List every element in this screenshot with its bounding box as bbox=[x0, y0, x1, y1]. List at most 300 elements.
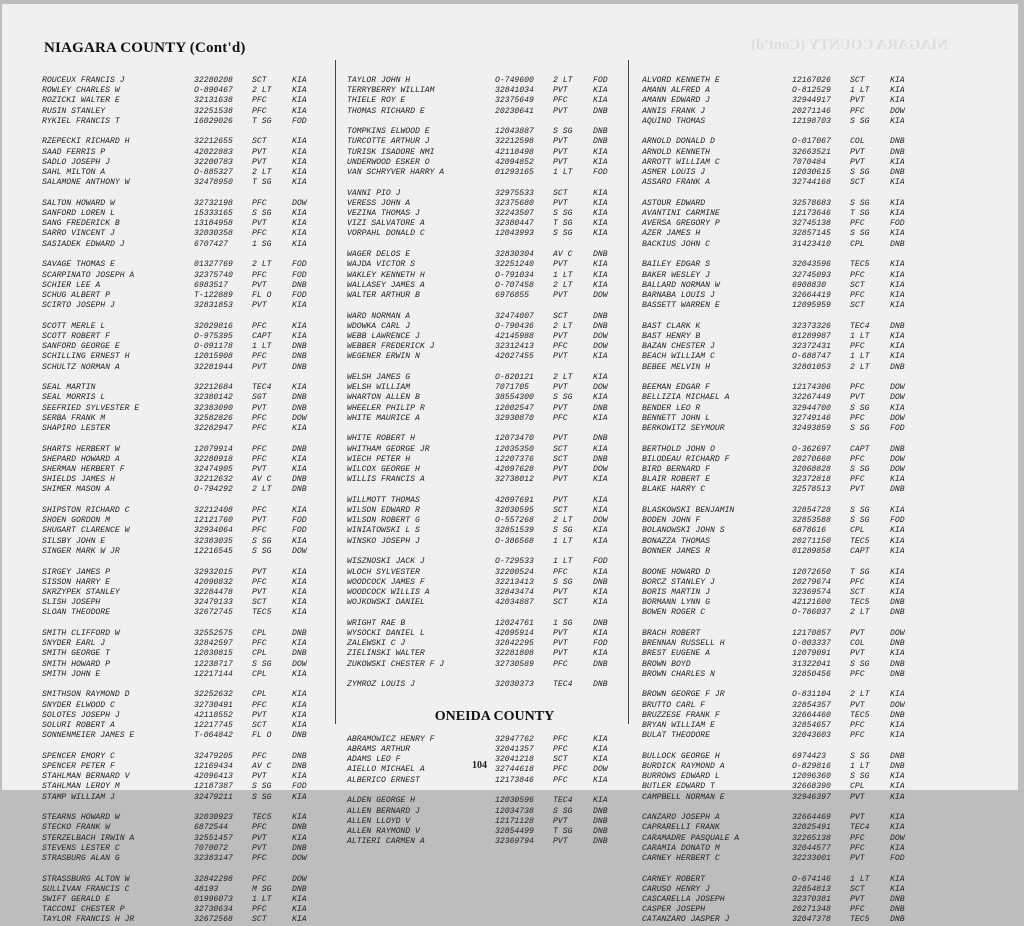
entry-serial: 42034887 bbox=[495, 598, 534, 608]
entry-name: SNYDER ELWOOD C bbox=[42, 700, 115, 710]
entry-rank: TEC5 bbox=[850, 536, 870, 546]
entry-serial: 32842295 bbox=[495, 639, 534, 649]
entry-name: SKRZYPEK STANLEY bbox=[42, 587, 120, 597]
entry-name: STAHLMAN LEROY M bbox=[42, 782, 120, 792]
entry-group bbox=[42, 445, 332, 496]
entry-rank: CPL bbox=[850, 526, 865, 536]
entry-name: TAYLOR JOHN H bbox=[347, 76, 411, 85]
entry-serial: 16029026 bbox=[194, 116, 233, 126]
casualty-entry bbox=[642, 96, 932, 106]
entry-name: WDOWKA CARL J bbox=[347, 321, 411, 331]
entry-status: KIA bbox=[292, 700, 307, 710]
entry-rank: SCT bbox=[850, 178, 865, 188]
casualty-entry bbox=[347, 127, 632, 137]
casualty-entry bbox=[642, 670, 932, 680]
entry-name: BRYAN WILLIAM E bbox=[642, 720, 715, 730]
casualty-entry bbox=[642, 76, 932, 86]
entry-group bbox=[42, 568, 332, 619]
entry-name: WELSH JAMES G bbox=[347, 373, 411, 382]
entry-status: KIA bbox=[292, 331, 307, 341]
entry-status: FOD bbox=[292, 116, 307, 126]
entry-serial: 32578683 bbox=[792, 198, 831, 208]
casualty-entry bbox=[642, 598, 932, 608]
entry-serial: 20270660 bbox=[792, 454, 831, 464]
entry-status: KIA bbox=[593, 188, 608, 198]
casualty-entry bbox=[347, 393, 632, 403]
entry-status: KIA bbox=[890, 198, 905, 208]
entry-status: KIA bbox=[292, 96, 307, 106]
casualty-entry bbox=[347, 765, 632, 775]
entry-serial: 32380447 bbox=[495, 219, 534, 229]
casualty-entry bbox=[347, 568, 632, 578]
entry-status: DNB bbox=[890, 168, 905, 177]
casualty-entry bbox=[347, 629, 632, 639]
entry-name: WARD NORMAN A bbox=[347, 311, 411, 321]
entry-group bbox=[42, 813, 332, 864]
casualty-entry bbox=[642, 711, 932, 721]
entry-name: ARROTT WILLIAM C bbox=[642, 157, 720, 167]
entry-name: SAVAGE THOMAS E bbox=[42, 260, 115, 270]
entry-name: BENNETT JOHN L bbox=[642, 413, 710, 423]
entry-serial: O-829816 bbox=[792, 762, 831, 771]
entry-serial: 01996073 bbox=[194, 895, 233, 905]
entry-status: KIA bbox=[890, 843, 905, 853]
entry-rank: S SG bbox=[850, 659, 870, 669]
entry-status: KIA bbox=[593, 775, 608, 785]
entry-serial: 32380142 bbox=[194, 393, 233, 403]
casualty-entry bbox=[42, 885, 332, 895]
entry-name: SCOTT ROBERT F bbox=[42, 331, 110, 341]
entry-serial: 32383035 bbox=[194, 536, 233, 546]
entry-rank: S SG bbox=[850, 751, 870, 761]
entry-name: WHEELER PHILIP R bbox=[347, 403, 425, 413]
entry-status: KIA bbox=[292, 321, 307, 331]
entry-rank: PVT bbox=[252, 219, 267, 229]
entry-status: DNB bbox=[890, 659, 905, 669]
casualty-entry bbox=[42, 649, 332, 659]
entry-rank: SCT bbox=[850, 280, 865, 290]
entry-rank: TEC5 bbox=[850, 915, 870, 925]
casualty-entry bbox=[347, 827, 632, 837]
entry-status: DNB bbox=[292, 393, 307, 403]
entry-status: DOW bbox=[292, 874, 307, 884]
entry-name: BUTLER EDWARD T bbox=[642, 782, 715, 792]
casualty-entry bbox=[642, 107, 932, 117]
entry-rank: SCT bbox=[553, 454, 568, 464]
entry-name: ROWLEY CHARLES W bbox=[42, 86, 120, 96]
casualty-entry bbox=[642, 178, 932, 188]
entry-name: WAGER DELOS E bbox=[347, 250, 411, 260]
entry-status: DOW bbox=[593, 383, 608, 393]
entry-rank: PVT bbox=[553, 352, 568, 362]
entry-rank: PVT bbox=[252, 465, 267, 474]
entry-name: TACCONI CHESTER P bbox=[42, 905, 125, 915]
casualty-entry bbox=[642, 363, 932, 373]
casualty-entry bbox=[347, 229, 632, 239]
casualty-entry bbox=[642, 260, 932, 270]
casualty-entry bbox=[347, 588, 632, 598]
entry-rank: PVT bbox=[252, 147, 267, 157]
casualty-entry bbox=[642, 342, 932, 352]
casualty-entry bbox=[42, 158, 332, 168]
entry-rank: 1 LT bbox=[553, 536, 573, 546]
entry-name: AVANTINI CARMINE bbox=[642, 209, 720, 219]
entry-serial: 32730589 bbox=[495, 659, 534, 669]
entry-rank: PFC bbox=[850, 413, 865, 423]
entry-rank: PFC bbox=[850, 106, 865, 116]
entry-rank: S SG bbox=[850, 772, 870, 782]
entry-name: SOLOTES JOSEPH J bbox=[42, 710, 120, 720]
entry-status: DNB bbox=[890, 147, 905, 157]
entry-serial: O-890467 bbox=[194, 86, 233, 96]
entry-status: KIA bbox=[593, 229, 608, 239]
entry-name: STAHLMAN BERNARD V bbox=[42, 772, 130, 782]
entry-rank: PVT bbox=[252, 403, 267, 413]
entry-serial: 12073470 bbox=[495, 434, 534, 444]
entry-rank: PVT bbox=[850, 157, 865, 167]
entry-rank: PFC bbox=[850, 342, 865, 352]
entry-group bbox=[347, 76, 632, 117]
entry-status: KIA bbox=[890, 342, 905, 352]
entry-serial: T-064842 bbox=[194, 731, 233, 741]
entry-rank: TEC4 bbox=[850, 321, 870, 331]
entry-name: BEACH WILLIAM C bbox=[642, 352, 715, 362]
casualty-entry bbox=[347, 445, 632, 455]
entry-rank: PFC bbox=[252, 198, 267, 208]
casualty-entry bbox=[347, 189, 632, 199]
entry-rank: PFC bbox=[553, 659, 568, 669]
casualty-entry bbox=[642, 383, 932, 393]
entry-name: ARNOLD DONALD D bbox=[642, 137, 715, 147]
casualty-entry bbox=[642, 844, 932, 854]
entry-status: KIA bbox=[593, 413, 608, 423]
entry-rank: S SG bbox=[850, 168, 870, 177]
casualty-entry bbox=[642, 240, 932, 250]
entry-name: SAHL MILTON A bbox=[42, 168, 106, 177]
entry-serial: O-003337 bbox=[792, 639, 831, 649]
entry-status: DNB bbox=[292, 751, 307, 761]
entry-serial: 7070484 bbox=[792, 157, 826, 167]
entry-name: ALBERICO ERNEST bbox=[347, 775, 420, 785]
entry-name: WAKLEY KENNETH H bbox=[347, 270, 425, 280]
entry-serial: 12079091 bbox=[792, 649, 831, 659]
casualty-entry bbox=[42, 844, 332, 854]
entry-serial: 32854813 bbox=[792, 884, 831, 894]
entry-rank: S SG bbox=[553, 229, 573, 239]
entry-group bbox=[347, 250, 632, 301]
entry-rank: CPL bbox=[252, 669, 267, 679]
casualty-entry bbox=[42, 568, 332, 578]
entry-rank: PFC bbox=[850, 577, 865, 587]
casualty-entry bbox=[347, 496, 632, 506]
column-divider bbox=[335, 60, 336, 724]
casualty-entry bbox=[42, 711, 332, 721]
entry-serial: 32730634 bbox=[194, 905, 233, 915]
entry-serial: 48193 bbox=[194, 884, 219, 894]
entry-status: KIA bbox=[890, 874, 905, 884]
casualty-entry bbox=[42, 404, 332, 414]
entry-serial: 32745138 bbox=[792, 219, 831, 229]
entry-rank: S SG bbox=[850, 116, 870, 126]
entry-status: KIA bbox=[292, 106, 307, 116]
entry-name: SHUGART CLARENCE W bbox=[42, 526, 130, 536]
entry-status: FOD bbox=[890, 516, 905, 526]
entry-serial: 32200524 bbox=[495, 567, 534, 577]
entry-rank: T SG bbox=[850, 567, 870, 577]
entry-name: SERBA FRANK M bbox=[42, 413, 106, 423]
entry-name: BULAT THEODORE bbox=[642, 731, 710, 741]
entry-rank: PFC bbox=[850, 270, 865, 280]
entry-name: TURISK ISADORE NMI bbox=[347, 147, 435, 157]
entry-serial: 42094852 bbox=[495, 157, 534, 167]
entry-serial: O-557268 bbox=[495, 516, 534, 526]
casualty-entry bbox=[347, 168, 632, 178]
casualty-entry bbox=[347, 373, 632, 383]
casualty-entry bbox=[642, 291, 932, 301]
entry-serial: 32068828 bbox=[792, 465, 831, 474]
entry-status: DNB bbox=[593, 137, 608, 147]
entry-serial: 32041357 bbox=[495, 745, 534, 755]
entry-rank: SCT bbox=[553, 755, 568, 765]
casualty-entry bbox=[642, 823, 932, 833]
entry-rank: PVT bbox=[252, 843, 267, 853]
entry-status: DOW bbox=[593, 342, 608, 352]
entry-rank: T SG bbox=[553, 219, 573, 229]
casualty-entry bbox=[642, 404, 932, 414]
entry-status: DNB bbox=[292, 352, 307, 362]
page-number: 104 bbox=[472, 760, 487, 771]
entry-status: DNB bbox=[292, 843, 307, 853]
entry-name: CATANZARO JASPER J bbox=[642, 915, 730, 925]
entry-rank: PVT bbox=[252, 710, 267, 720]
entry-name: BRACH ROBERT bbox=[642, 628, 701, 638]
entry-serial: O-017067 bbox=[792, 137, 831, 147]
casualty-entry bbox=[42, 793, 332, 803]
entry-serial: 32280918 bbox=[194, 454, 233, 464]
entry-status: KIA bbox=[593, 567, 608, 577]
entry-name: BAST CLARK K bbox=[642, 321, 701, 331]
entry-name: BEEMAN EDGAR F bbox=[642, 383, 710, 393]
entry-rank: 1 LT bbox=[252, 342, 272, 352]
entry-status: KIA bbox=[593, 745, 608, 755]
casualty-entry bbox=[42, 823, 332, 833]
entry-status: DNB bbox=[593, 321, 608, 331]
entry-rank: S SG bbox=[850, 506, 870, 516]
entry-rank: PVT bbox=[252, 772, 267, 782]
entry-name: BULLOCK GEORGE H bbox=[642, 751, 720, 761]
entry-serial: 32493859 bbox=[792, 423, 831, 433]
entry-status: KIA bbox=[890, 546, 905, 556]
entry-name: WILCOX GEORGE H bbox=[347, 465, 420, 474]
entry-serial: 12169434 bbox=[194, 762, 233, 771]
entry-serial: 32975533 bbox=[495, 188, 534, 198]
casualty-entry bbox=[42, 895, 332, 905]
entry-name: ABRAMS ARTHUR bbox=[347, 745, 411, 755]
entry-rank: S SG bbox=[553, 209, 573, 219]
entry-status: DOW bbox=[593, 465, 608, 474]
entry-name: BURDICK RAYMOND A bbox=[642, 762, 725, 771]
entry-rank: PFC bbox=[850, 843, 865, 853]
entry-name: WISZNOSKI JACK J bbox=[347, 557, 425, 567]
entry-rank: PFC bbox=[850, 669, 865, 679]
entry-name: BELLIZIA MICHAEL A bbox=[642, 393, 730, 403]
casualty-entry bbox=[347, 271, 632, 281]
entry-name: TAYLOR FRANCIS H JR bbox=[42, 915, 135, 925]
entry-status: KIA bbox=[890, 260, 905, 270]
casualty-entry bbox=[642, 424, 932, 434]
entry-serial: 6707427 bbox=[194, 239, 228, 249]
entry-name: CAMPBELL NORMAN E bbox=[642, 792, 725, 802]
casualty-entry bbox=[642, 393, 932, 403]
casualty-entry bbox=[42, 772, 332, 782]
entry-serial: 32282947 bbox=[194, 423, 233, 433]
entry-name: BORIS MARTIN J bbox=[642, 587, 710, 597]
casualty-entry bbox=[347, 796, 632, 806]
entry-status: KIA bbox=[890, 649, 905, 659]
entry-rank: SCT bbox=[252, 137, 267, 147]
casualty-entry bbox=[42, 854, 332, 864]
casualty-entry bbox=[42, 209, 332, 219]
entry-serial: 32375649 bbox=[495, 96, 534, 106]
entry-rank: PFC bbox=[850, 833, 865, 843]
casualty-entry bbox=[347, 219, 632, 229]
entry-serial: 12216545 bbox=[194, 546, 233, 556]
entry-name: SNYDER EARL J bbox=[42, 639, 106, 649]
entry-rank: S SG bbox=[850, 229, 870, 239]
casualty-entry bbox=[347, 755, 632, 765]
entry-status: DNB bbox=[292, 362, 307, 372]
entry-status: DNB bbox=[890, 444, 905, 454]
entry-serial: 32853588 bbox=[792, 516, 831, 526]
casualty-entry bbox=[642, 772, 932, 782]
entry-status: DOW bbox=[890, 383, 905, 393]
casualty-entry bbox=[42, 393, 332, 403]
casualty-entry bbox=[642, 701, 932, 711]
entry-status: DOW bbox=[292, 546, 307, 556]
entry-name: WHITE MAURICE A bbox=[347, 413, 420, 423]
casualty-entry bbox=[42, 813, 332, 823]
entry-serial: O-794292 bbox=[194, 485, 233, 495]
entry-rank: CPL bbox=[252, 690, 267, 700]
casualty-entry bbox=[642, 875, 932, 885]
entry-name: SHIELDS JAMES H bbox=[42, 475, 115, 485]
casualty-entry bbox=[642, 813, 932, 823]
entry-name: WILLIS FRANCIS A bbox=[347, 475, 425, 485]
entry-serial: 12030815 bbox=[194, 649, 233, 659]
entry-status: KIA bbox=[292, 639, 307, 649]
entry-rank: CPL bbox=[252, 628, 267, 638]
entry-status: DNB bbox=[890, 485, 905, 495]
casualty-entry bbox=[347, 86, 632, 96]
entry-status: KIA bbox=[292, 690, 307, 700]
casualty-entry bbox=[642, 834, 932, 844]
casualty-entry bbox=[347, 148, 632, 158]
entry-rank: M SG bbox=[252, 884, 272, 894]
entry-rank: 1 LT bbox=[553, 270, 573, 280]
entry-serial: O-786037 bbox=[792, 608, 831, 618]
entry-serial: O-688747 bbox=[792, 352, 831, 362]
entry-name: BRUTTO CARL F bbox=[642, 700, 706, 710]
entry-status: DNB bbox=[292, 403, 307, 413]
entry-name: BASSETT WARREN E bbox=[642, 301, 720, 311]
entry-serial: O-362697 bbox=[792, 444, 831, 454]
casualty-entry bbox=[42, 701, 332, 711]
entry-group bbox=[642, 690, 932, 741]
entry-rank: 2 LT bbox=[252, 86, 272, 96]
entry-name: CARAMIA DONATO M bbox=[642, 843, 720, 853]
entry-serial: 12217144 bbox=[194, 669, 233, 679]
casualty-entry bbox=[347, 735, 632, 745]
entry-rank: S SG bbox=[850, 423, 870, 433]
entry-status: KIA bbox=[593, 209, 608, 219]
casualty-entry bbox=[42, 578, 332, 588]
entry-rank: PVT bbox=[252, 157, 267, 167]
entry-serial: 6872544 bbox=[194, 823, 228, 833]
entry-status: KIA bbox=[292, 536, 307, 546]
entry-name: SCARPINATO JOSEPH A bbox=[42, 270, 135, 280]
entry-name: STEARNS HOWARD W bbox=[42, 813, 120, 823]
casualty-entry bbox=[42, 148, 332, 158]
casualty-entry bbox=[642, 608, 932, 618]
entry-group bbox=[42, 383, 332, 434]
entry-name: ROUCEUX FRANCIS J bbox=[42, 76, 125, 85]
entry-serial: 12035350 bbox=[495, 444, 534, 454]
entry-rank: T SG bbox=[850, 209, 870, 219]
entry-serial: 01327769 bbox=[194, 260, 233, 270]
entry-status: DNB bbox=[890, 239, 905, 249]
entry-status: DNB bbox=[292, 762, 307, 771]
entry-status: DOW bbox=[890, 393, 905, 403]
casualty-entry bbox=[347, 455, 632, 465]
entry-status: KIA bbox=[292, 833, 307, 843]
casualty-entry bbox=[642, 322, 932, 332]
casualty-entry bbox=[42, 537, 332, 547]
entry-name: SULLIVAN FRANCIS C bbox=[42, 884, 130, 894]
casualty-entry bbox=[347, 649, 632, 659]
entry-rank: S SG bbox=[553, 806, 573, 816]
entry-serial: 42097691 bbox=[495, 495, 534, 505]
entry-name: BERKOWITZ SEYMOUR bbox=[642, 423, 725, 433]
entry-group bbox=[42, 752, 332, 803]
entry-name: WILLMOTT THOMAS bbox=[347, 495, 420, 505]
entry-group bbox=[642, 199, 932, 250]
entry-name: ZYMROZ LOUIS J bbox=[347, 680, 415, 690]
entry-serial: O-975395 bbox=[194, 331, 233, 341]
entry-serial: 32265138 bbox=[792, 833, 831, 843]
entry-group bbox=[642, 76, 932, 127]
entry-status: KIA bbox=[890, 209, 905, 219]
entry-rank: SCT bbox=[850, 884, 865, 894]
entry-name: SLOAN THEODORE bbox=[42, 608, 110, 618]
entry-rank: PVT bbox=[850, 393, 865, 403]
entry-serial: 12173846 bbox=[495, 775, 534, 785]
casualty-entry bbox=[42, 588, 332, 598]
entry-status: KIA bbox=[292, 239, 307, 249]
entry-name: BOONE HOWARD D bbox=[642, 567, 710, 577]
entry-rank: PFC bbox=[252, 423, 267, 433]
entry-serial: 32212684 bbox=[194, 383, 233, 393]
casualty-entry bbox=[642, 547, 932, 557]
casualty-entry bbox=[347, 383, 632, 393]
entry-serial: O-831104 bbox=[792, 690, 831, 700]
casualty-entry bbox=[42, 363, 332, 373]
entry-name: BORMANN LYNN G bbox=[642, 598, 710, 608]
entry-group bbox=[347, 557, 632, 608]
entry-status: DNB bbox=[890, 321, 905, 331]
entry-rank: S SG bbox=[553, 526, 573, 536]
entry-rank: PFC bbox=[252, 823, 267, 833]
entry-status: DNB bbox=[292, 280, 307, 290]
